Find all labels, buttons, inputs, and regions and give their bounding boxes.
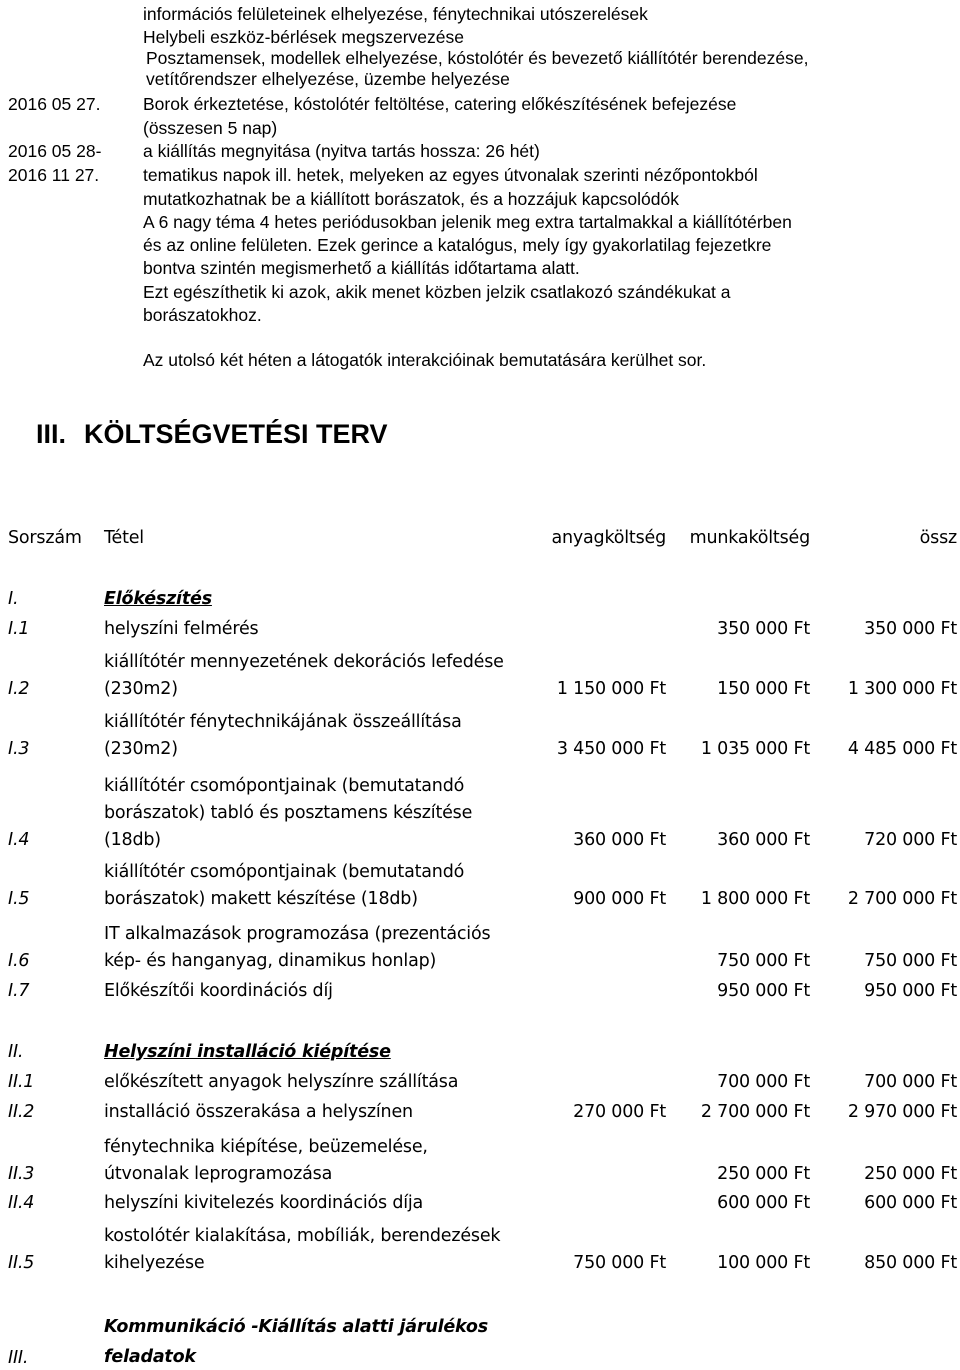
row-number: I.3: [8, 739, 30, 759]
schedule-line: bontva szintén megismerhető a kiállítás időtartama alatt.: [143, 258, 580, 278]
row-item-text: fénytechnika kiépítése, beüzemelése,: [104, 1137, 428, 1157]
header-material-cost: anyagköltség: [551, 528, 666, 548]
row-number: I.7: [8, 981, 30, 1001]
row-number: II.5: [8, 1253, 35, 1273]
group-number: II.: [8, 1042, 24, 1062]
row-item-text: Előkészítői koordinációs díj: [104, 981, 333, 1001]
schedule-line: vetítőrendszer elhelyezése, üzembe helyezése: [146, 69, 510, 89]
schedule-line: és az online felületen. Ezek gerince a katalógus, mely így gyakorlatilag fejezetkre: [143, 235, 772, 255]
schedule-line: (összesen 5 nap): [143, 118, 278, 138]
header-total: össz: [919, 528, 957, 548]
row-item-text: helyszíni kivitelezés koordinációs díja: [104, 1193, 424, 1213]
row-item-text: (18db): [104, 830, 161, 850]
schedule-date: 2016 11 27.: [8, 165, 100, 185]
row-number: II.4: [8, 1193, 35, 1213]
section-number: III.: [36, 419, 67, 449]
schedule-line: tematikus napok ill. hetek, melyeken az egyes útvonalak szerinti nézőpontokból: [143, 165, 758, 185]
row-material-cost: 900 000 Ft: [573, 889, 666, 909]
schedule-line: borászatokhoz.: [143, 305, 262, 325]
row-labor-cost: 350 000 Ft: [717, 619, 810, 639]
row-labor-cost: 600 000 Ft: [717, 1193, 810, 1213]
section-title: KÖLTSÉGVETÉSI TERV: [84, 419, 388, 449]
row-labor-cost: 1 035 000 Ft: [700, 739, 810, 759]
schedule-line: a kiállítás megnyitása (nyitva tartás hossza: 26 hét): [143, 141, 540, 161]
row-total-cost: 700 000 Ft: [864, 1072, 957, 1092]
row-labor-cost: 360 000 Ft: [717, 830, 810, 850]
row-labor-cost: 700 000 Ft: [717, 1072, 810, 1092]
group-title: Előkészítés: [104, 589, 212, 609]
row-item-text: kép- és hanganyag, dinamikus honlap): [104, 951, 437, 971]
row-number: I.6: [8, 951, 30, 971]
schedule-line: mutatkozhatnak be a kiállított borászatok, és a hozzájuk kapcsolódók: [143, 189, 679, 209]
group-number: III.: [8, 1348, 29, 1368]
group-title: feladatok: [104, 1347, 196, 1367]
row-labor-cost: 150 000 Ft: [717, 679, 810, 699]
group-title: Kommunikáció -Kiállítás alatti járulékos: [104, 1317, 488, 1337]
row-number: I.1: [8, 619, 30, 639]
schedule-line: A 6 nagy téma 4 hetes periódusokban jelenik meg extra tartalmakkal a kiállítótérben: [143, 212, 792, 232]
row-item-text: installáció összerakása a helyszínen: [104, 1102, 413, 1122]
header-labor-cost: munkaköltség: [689, 528, 810, 548]
row-number: I.4: [8, 830, 30, 850]
row-total-cost: 2 700 000 Ft: [847, 889, 957, 909]
row-item-text: kiállítótér csomópontjainak (bemutatandó: [104, 776, 465, 796]
row-item-text: (230m2): [104, 739, 178, 759]
row-item-text: kiállítótér mennyezetének dekorációs lefedése: [104, 652, 504, 672]
schedule-line: Ezt egészíthetik ki azok, akik menet közben jelzik csatlakozó szándékukat a: [143, 282, 731, 302]
header-number: Sorszám: [8, 528, 82, 548]
row-total-cost: 250 000 Ft: [864, 1164, 957, 1184]
header-item: Tétel: [104, 528, 144, 548]
row-item-text: borászatok) makett készítése (18db): [104, 889, 418, 909]
row-total-cost: 1 300 000 Ft: [847, 679, 957, 699]
row-number: II.3: [8, 1164, 35, 1184]
row-labor-cost: 750 000 Ft: [717, 951, 810, 971]
row-labor-cost: 100 000 Ft: [717, 1253, 810, 1273]
schedule-line: Az utolsó két héten a látogatók interakcióinak bemutatására kerülhet sor.: [143, 350, 707, 370]
row-total-cost: 750 000 Ft: [864, 951, 957, 971]
row-number: I.5: [8, 889, 30, 909]
row-labor-cost: 2 700 000 Ft: [700, 1102, 810, 1122]
row-item-text: útvonalak leprogramozása: [104, 1164, 333, 1184]
row-number: II.2: [8, 1102, 35, 1122]
schedule-line: Posztamensek, modellek elhelyezése, kóstolótér és bevezető kiállítótér berendezése,: [146, 48, 809, 68]
row-labor-cost: 1 800 000 Ft: [700, 889, 810, 909]
group-title: Helyszíni installáció kiépítése: [104, 1042, 391, 1062]
row-total-cost: 720 000 Ft: [864, 830, 957, 850]
row-item-text: kiállítótér fénytechnikájának összeállítása: [104, 712, 462, 732]
row-item-text: (230m2): [104, 679, 178, 699]
row-item-text: IT alkalmazások programozása (prezentációs: [104, 924, 491, 944]
schedule-line: Helybeli eszköz-bérlések megszervezése: [143, 27, 464, 47]
row-total-cost: 950 000 Ft: [864, 981, 957, 1001]
schedule-date: 2016 05 27.: [8, 94, 101, 114]
row-total-cost: 4 485 000 Ft: [847, 739, 957, 759]
row-total-cost: 600 000 Ft: [864, 1193, 957, 1213]
schedule-line: információs felületeinek elhelyezése, fénytechnikai utószerelések: [143, 4, 648, 24]
row-item-text: borászatok) tabló és posztamens készítése: [104, 803, 473, 823]
row-total-cost: 850 000 Ft: [864, 1253, 957, 1273]
row-item-text: kihelyezése: [104, 1253, 205, 1273]
row-item-text: előkészített anyagok helyszínre szállítása: [104, 1072, 459, 1092]
row-item-text: helyszíni felmérés: [104, 619, 259, 639]
row-material-cost: 1 150 000 Ft: [556, 679, 666, 699]
row-item-text: kiállítótér csomópontjainak (bemutatandó: [104, 862, 465, 882]
row-material-cost: 360 000 Ft: [573, 830, 666, 850]
row-material-cost: 750 000 Ft: [573, 1253, 666, 1273]
row-labor-cost: 250 000 Ft: [717, 1164, 810, 1184]
row-total-cost: 350 000 Ft: [864, 619, 957, 639]
row-item-text: kostolótér kialakítása, mobíliák, berendezések: [104, 1226, 501, 1246]
schedule-line: Borok érkeztetése, kóstolótér feltöltése, catering előkészítésének befejezése: [143, 94, 737, 114]
row-total-cost: 2 970 000 Ft: [847, 1102, 957, 1122]
row-labor-cost: 950 000 Ft: [717, 981, 810, 1001]
row-number: I.2: [8, 679, 30, 699]
group-number: I.: [8, 589, 19, 609]
row-material-cost: 270 000 Ft: [573, 1102, 666, 1122]
schedule-date: 2016 05 28-: [8, 141, 102, 161]
row-material-cost: 3 450 000 Ft: [556, 739, 666, 759]
row-number: II.1: [8, 1072, 35, 1092]
